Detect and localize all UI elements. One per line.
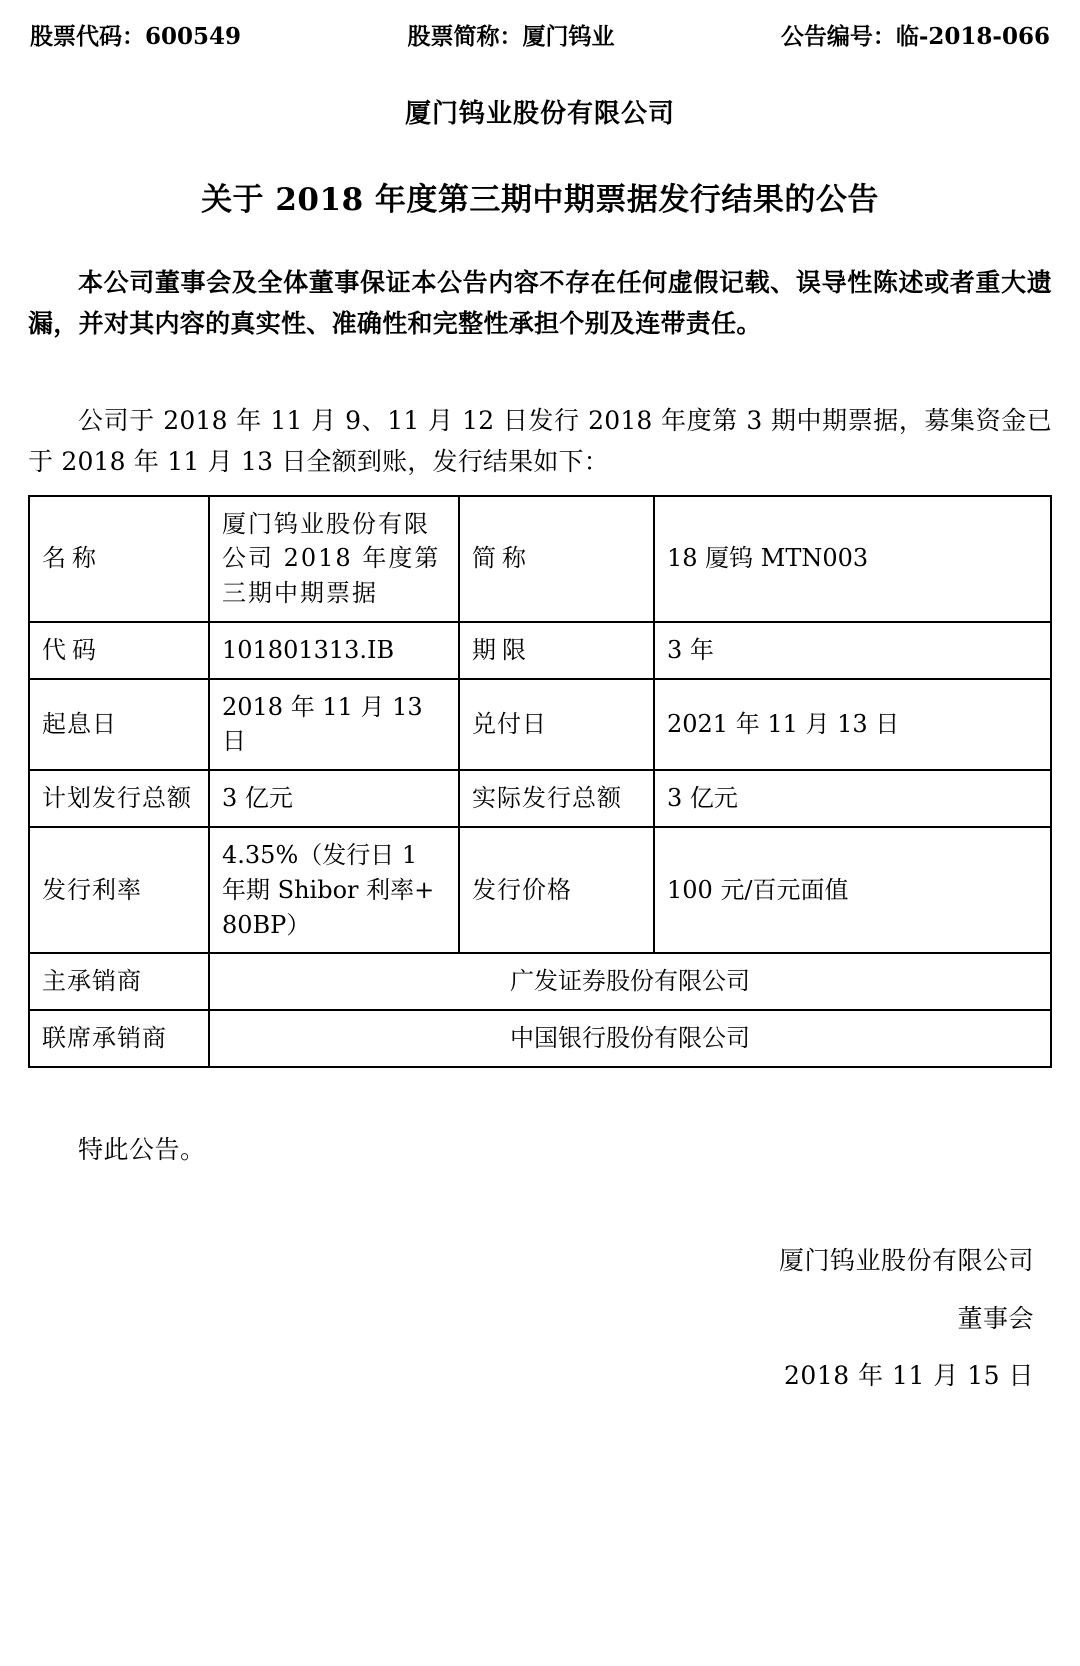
board-statement: 本公司董事会及全体董事保证本公告内容不存在任何虚假记载、误导性陈述或者重大遗漏，并对其内容的真实性、准确性和完整性承担个别及连带责任。 [28,268,1052,338]
row-label-coupon-rate: 发行利率 [29,827,209,953]
row-label-actual-amount: 实际发行总额 [459,770,654,827]
row-value-joint-underwriter: 中国银行股份有限公司 [209,1010,1051,1067]
page-title: 关于 2018 年度第三期中期票据发行结果的公告 [201,182,879,218]
signature-board: 董事会 [957,1303,1034,1333]
signature-company: 厦门钨业股份有限公司 [778,1246,1034,1276]
row-label-value-date: 起息日 [29,679,209,771]
table-row [29,770,1051,827]
row-label-name: 名称 [29,496,209,622]
row-label-lead-underwriter: 主承销商 [29,953,209,1010]
table-row [29,827,1051,953]
row-label-term: 期限 [459,622,654,679]
row-value-lead-underwriter: 广发证券股份有限公司 [209,953,1051,1010]
row-label-planned-amount: 计划发行总额 [29,770,209,827]
row-value-abbr: 18 厦钨 MTN003 [654,496,1051,622]
issuance-result-table [28,495,1052,1069]
announcement-number: 公告编号：临-2018-066 [780,23,1050,50]
document-header [28,10,1052,51]
row-value-planned-amount: 3 亿元 [209,770,459,827]
row-label-maturity-date: 兑付日 [459,679,654,771]
table-row [29,1010,1051,1067]
row-value-code: 101801313.IB [209,622,459,679]
company-name: 厦门钨业股份有限公司 [404,99,675,129]
table-row [29,496,1051,622]
table-row [29,622,1051,679]
table-row [29,953,1051,1010]
issuance-paragraph: 公司于 2018 年 11 月 9、11 月 12 日发行 2018 年度第 3 期中期票据，募集资金已于 2018 年 11 月 13 日全额到账，发行结果如下： [28,406,1052,477]
stock-abbreviation: 股票简称：厦门钨业 [407,23,615,50]
row-value-name: 厦门钨业股份有限公司 2018 年度第三期中期票据 [209,496,459,622]
table-row [29,679,1051,771]
row-label-code: 代码 [29,622,209,679]
closing-note: 特此公告。 [78,1135,206,1165]
row-value-maturity-date: 2021 年 11 月 13 日 [654,679,1051,771]
row-label-joint-underwriter: 联席承销商 [29,1010,209,1067]
row-value-issue-price: 100 元/百元面值 [654,827,1051,953]
row-value-term: 3 年 [654,622,1051,679]
row-label-abbr: 简称 [459,496,654,622]
stock-code: 股票代码：600549 [30,23,242,50]
signature-block [28,1232,1052,1405]
row-value-value-date: 2018 年 11 月 13 日 [209,679,459,771]
row-label-issue-price: 发行价格 [459,827,654,953]
signature-date: 2018 年 11 月 15 日 [784,1361,1034,1391]
row-value-coupon-rate: 4.35%（发行日 1 年期 Shibor 利率+80BP） [209,827,459,953]
row-value-actual-amount: 3 亿元 [654,770,1051,827]
